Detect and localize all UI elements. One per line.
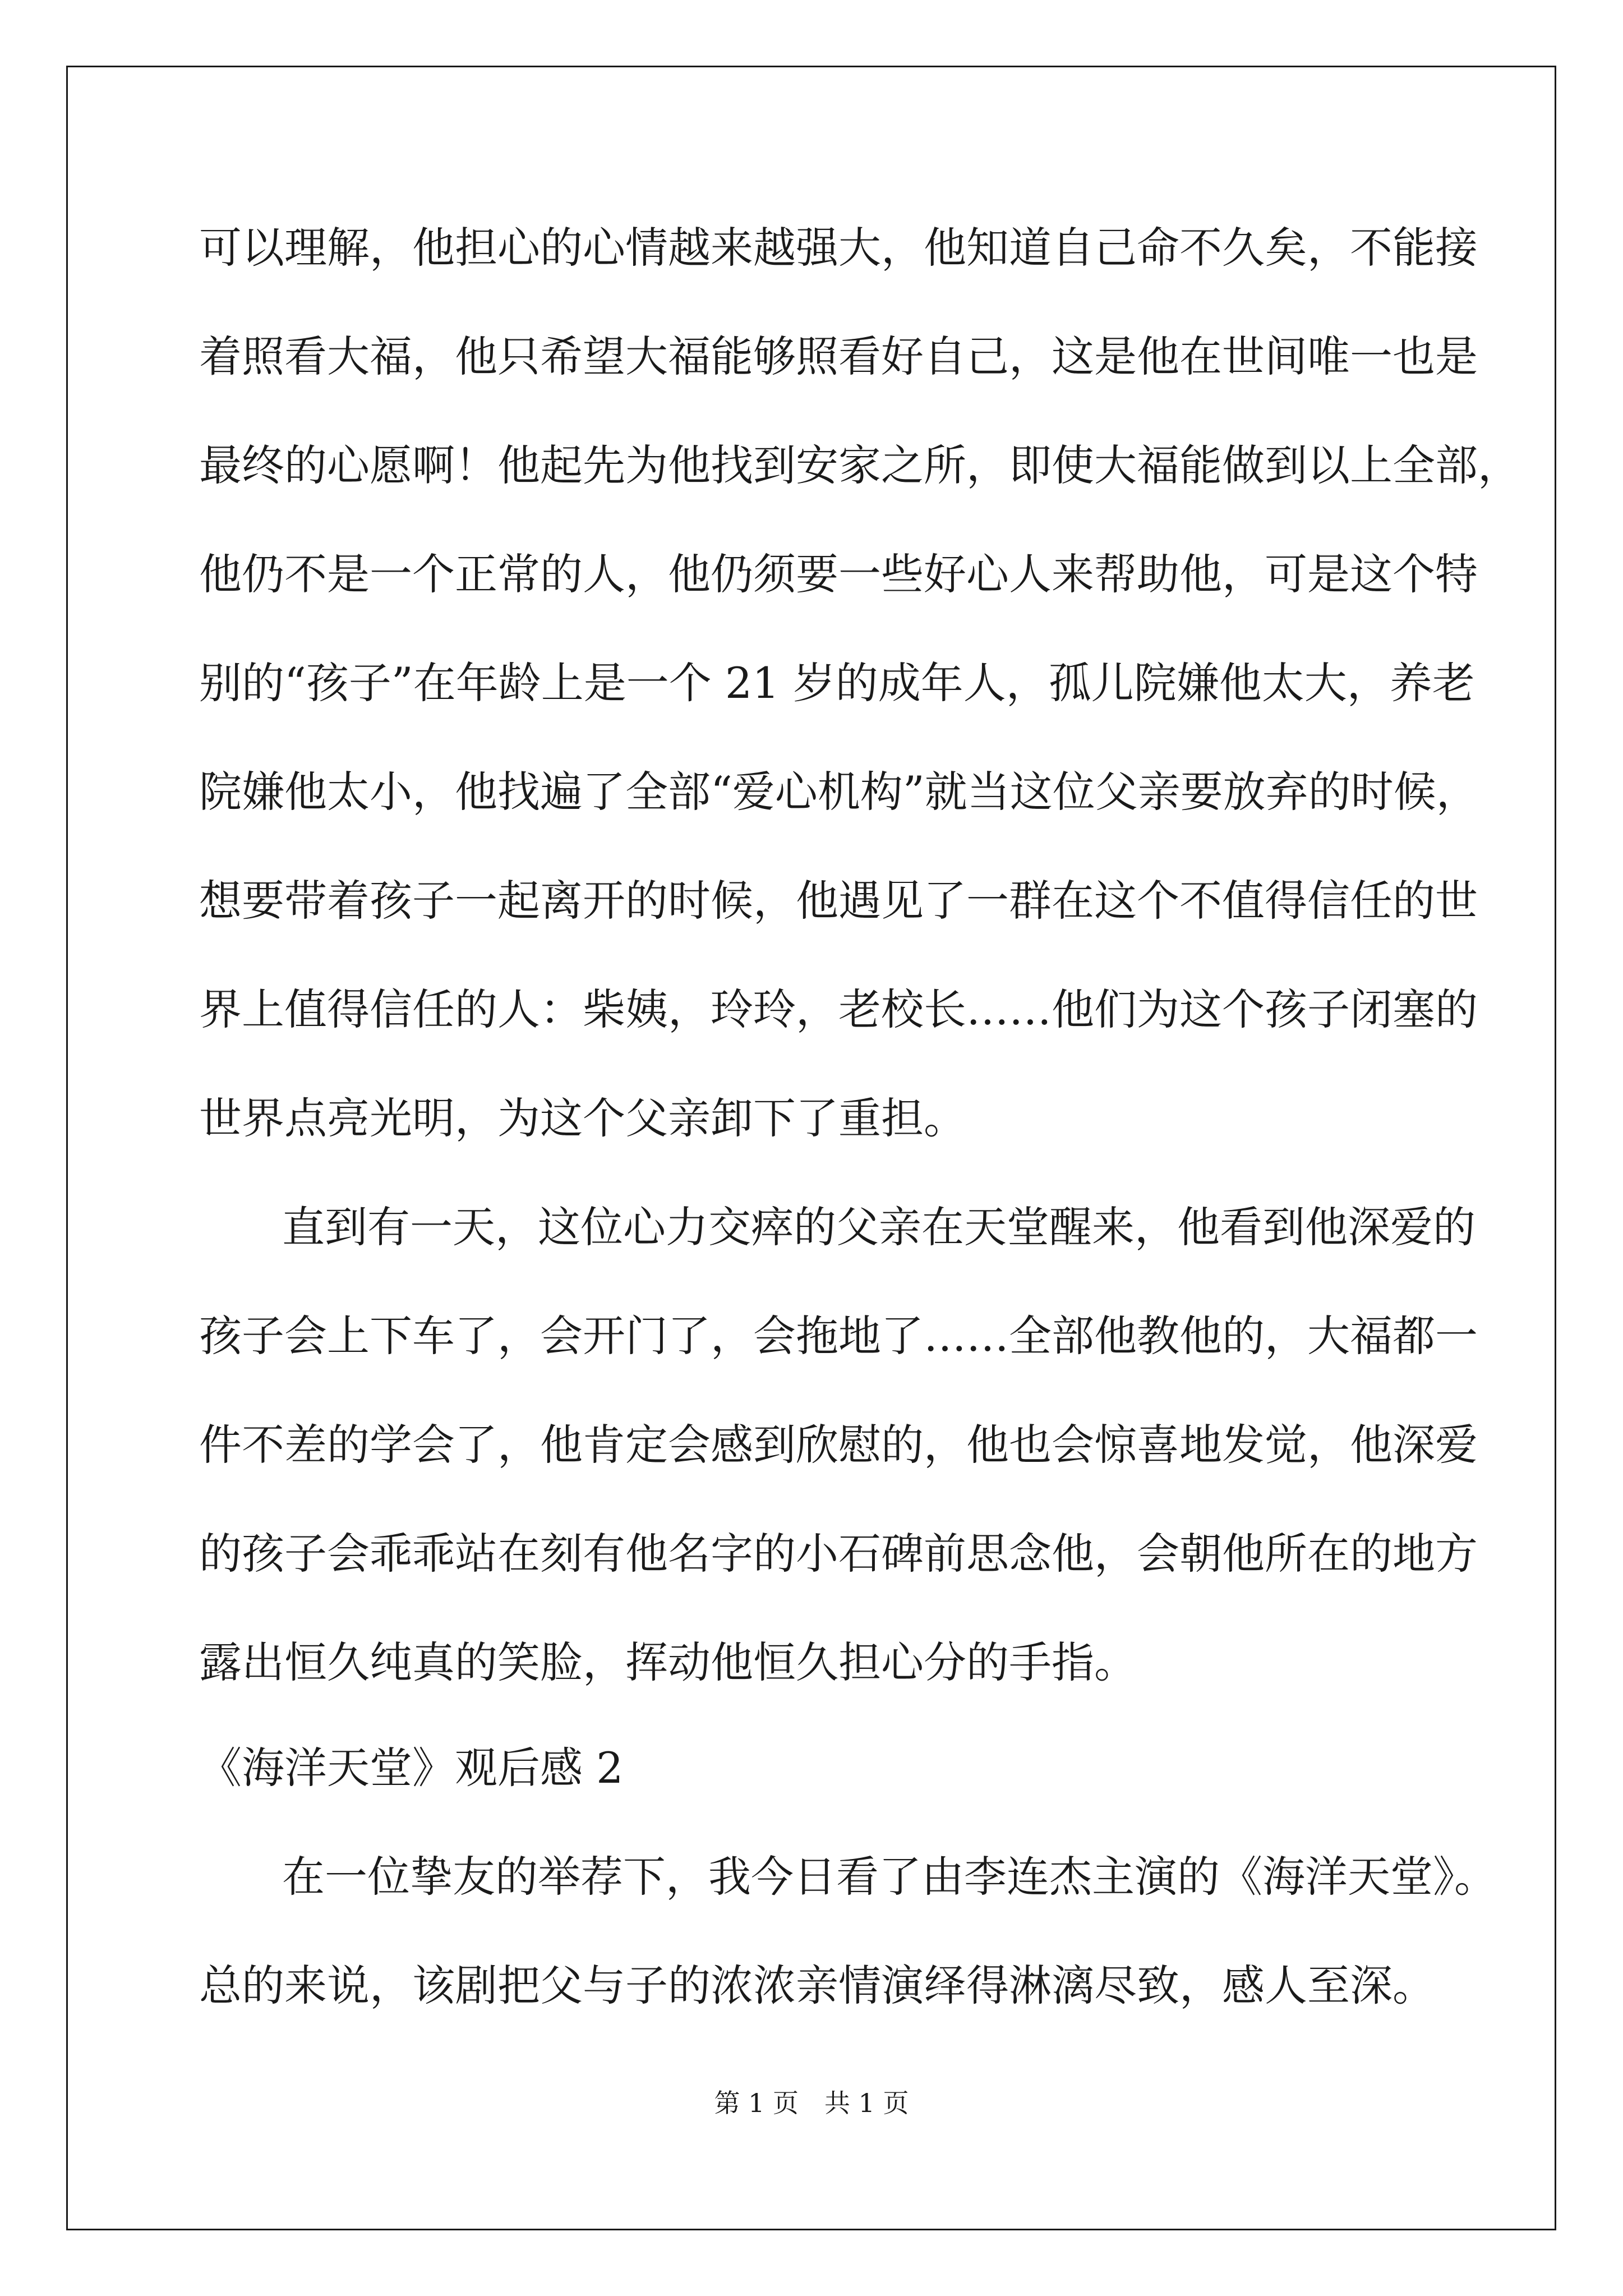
text-line: 别的“孩子”在年龄上是一个 21 岁的成年人，孤儿院嫌他太大，养老 [199,658,1475,708]
text-line: 露出恒久纯真的笑脸，挥动他恒久担心分的手指。 [199,1637,1137,1687]
page-total: 共 1 页 [824,2088,909,2118]
text-line: 在一位挚友的举荐下，我今日看了由李连杰主演的《海洋天堂》。 [282,1852,1497,1902]
text-line: 着照看大福，他只希望大福能够照看好自己，这是他在世间唯一也是 [199,332,1478,381]
page-number: 第 1 页 [714,2088,799,2118]
text-line: 总的来说，该剧把父与子的浓浓亲情演绎得淋漓尽致，感人至深。 [199,1961,1435,2010]
text-line: 他仍不是一个正常的人，他仍须要一些好心人来帮助他，可是这个特 [199,549,1478,599]
section-heading: 《海洋天堂》观后感 2 [199,1743,624,1793]
text-line: 界上值得信任的人：柴姨，玲玲，老校长……他们为这个孩子闭塞的 [199,984,1478,1034]
text-line: 孩子会上下车了，会开门了，会拖地了……全部他教他的，大福都一 [199,1311,1478,1361]
page-footer [0,2086,1623,2120]
text-line: 件不差的学会了，他肯定会感到欣慰的，他也会惊喜地发觉，他深爱 [199,1420,1478,1470]
text-line: 想要带着孩子一起离开的时候，他遇见了一群在这个不值得信任的世 [199,876,1478,926]
text-line: 院嫌他太小，他找遍了全部“爱心机构”就当这位父亲要放弃的时候， [199,767,1479,817]
text-line: 直到有一天，这位心力交瘁的父亲在天堂醒来，他看到他深爱的 [282,1202,1476,1252]
text-line: 的孩子会乖乖站在刻有他名字的小石碑前思念他，会朝他所在的地方 [199,1529,1478,1579]
text-line: 可以理解，他担心的心情越来越强大，他知道自己命不久矣，不能接 [199,223,1478,273]
text-line: 最终的心愿啊！他起先为他找到安家之所，即使大福能做到以上全部， [199,440,1520,490]
page-border [66,66,1556,2230]
text-line: 世界点亮光明，为这个父亲卸下了重担。 [199,1093,966,1143]
